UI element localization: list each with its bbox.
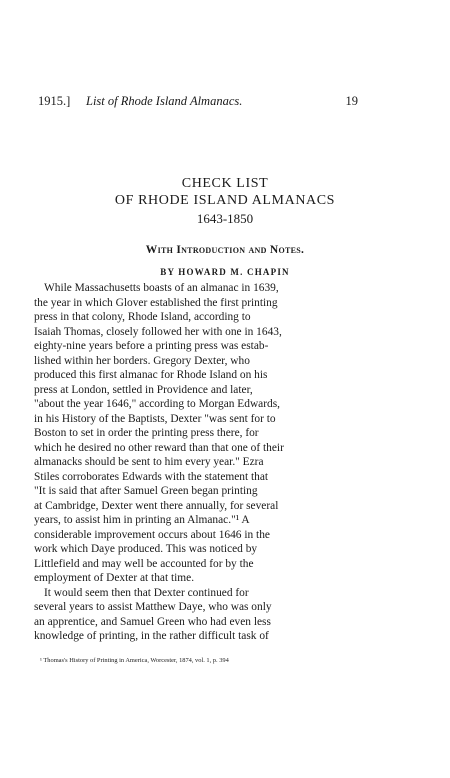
body-line: Littlefield and may well be accounted for by the bbox=[34, 557, 254, 570]
body-line: almanacks should be sent to him every year." Ezra bbox=[34, 456, 264, 468]
body-line: several years to assist Matthew Daye, who was only bbox=[34, 601, 272, 613]
byline: BY HOWARD M. CHAPIN bbox=[160, 267, 290, 277]
body-line: at Cambridge, Dexter went there annually, for several bbox=[34, 499, 279, 512]
body-line: eighty-nine years before a printing press was estab- bbox=[34, 340, 269, 352]
body-line: press at London, settled in Providence and later, bbox=[34, 383, 253, 396]
body-line: an apprentice, and Samuel Green who had even less bbox=[34, 615, 271, 628]
body-line: Stiles corroborates Edwards with the statement that bbox=[34, 470, 269, 483]
body-line: employment of Dexter at that time. bbox=[34, 572, 195, 584]
body-line: considerable improvement occurs about 1646 in the bbox=[34, 528, 270, 541]
body-line: the year in which Glover established the first printing bbox=[34, 296, 278, 309]
subtitle: With Introduction and Notes. bbox=[145, 244, 305, 256]
body-line: knowledge of printing, in the rather difficult task of bbox=[34, 630, 269, 642]
body-line: produced this first almanac for Rhode Island on his bbox=[34, 369, 268, 381]
body-line: Boston to set in order the printing press there, for bbox=[34, 427, 259, 439]
body-line: "It is said that after Samuel Green began printing bbox=[34, 485, 258, 497]
body-line: years, to assist him in printing an Almanac."¹ A bbox=[34, 514, 250, 526]
running-title: List of Rhode Island Almanacs. bbox=[86, 94, 243, 108]
body-line: work which Daye produced. This was noticed by bbox=[34, 543, 258, 555]
body-line: While Massachusetts boasts of an almanac in 1639, bbox=[44, 282, 279, 294]
running-head bbox=[38, 94, 358, 110]
title-years: 1643-1850 bbox=[196, 211, 254, 226]
header-year: 1915.] bbox=[38, 94, 71, 108]
body-line: lished within her borders. Gregory Dexter, who bbox=[34, 354, 250, 367]
body-text bbox=[34, 281, 342, 644]
body-line: in his History of the Baptists, Dexter "was sent for to bbox=[34, 412, 276, 425]
title-line-2: OF RHODE ISLAND ALMANACS bbox=[114, 193, 336, 208]
body-line: "about the year 1646," according to Morgan Edwards, bbox=[34, 398, 281, 410]
title-line-1: CHECK LIST bbox=[181, 176, 269, 191]
page-number: 19 bbox=[345, 94, 358, 108]
body-line: Isaiah Thomas, closely followed her with one in 1643, bbox=[34, 325, 282, 338]
body-line: which he desired no other reward than that one of their bbox=[34, 441, 284, 454]
body-line: It would seem then that Dexter continued for bbox=[44, 586, 249, 599]
body-line: press in that colony, Rhode Island, according to bbox=[34, 311, 251, 323]
footnote: ¹ Thomas's History of Printing in America, Worcester, 1874, vol. 1, p. 394 bbox=[40, 657, 229, 664]
